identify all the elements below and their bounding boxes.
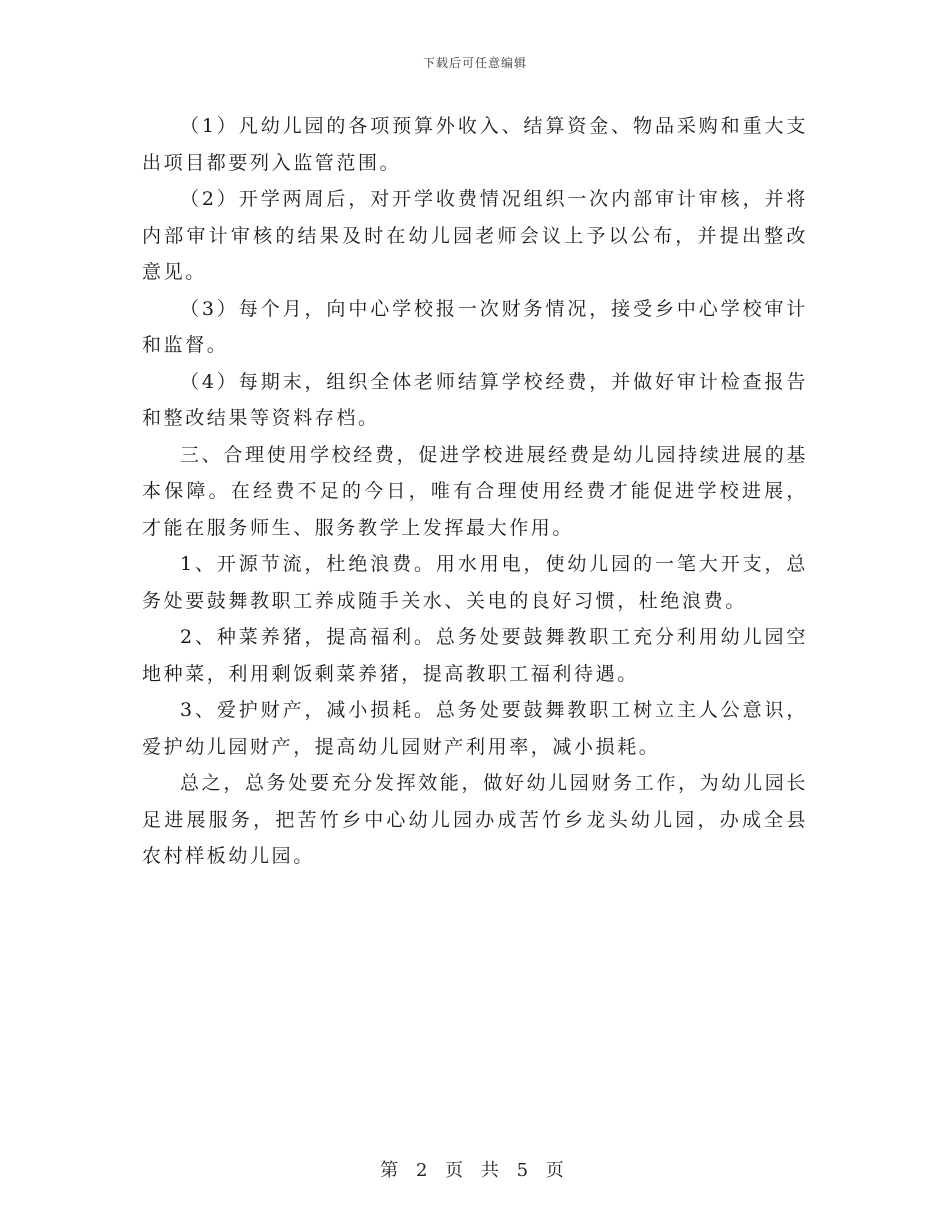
paragraph: 2、种菜养猪，提高福利。总务处要鼓舞教职工充分利用幼儿园空地种菜，利用剩饭剩菜养猪，提高教职工福利待遇。 [142, 626, 808, 685]
paragraph: （3）每个月，向中心学校报一次财务情况，接受乡中心学校审计和监督。 [142, 297, 808, 356]
paragraph: （2）开学两周后，对开学收费情况组织一次内部审计审核，并将内部审计审核的结果及时在幼儿园老师会议上予以公布，并提出整改意见。 [142, 188, 808, 283]
paragraph: （4）每期末，组织全体老师结算学校经费，并做好审计检查报告和整改结果等资料存档。 [142, 370, 808, 429]
header-note: 下载后可任意编辑 [422, 56, 527, 70]
paragraph: 3、爱护财产，减小损耗。总务处要鼓舞教职工树立主人公意识，爱护幼儿园财产，提高幼儿园财产利用率，减小损耗。 [142, 699, 808, 758]
paragraph: （1）凡幼儿园的各项预算外收入、结算资金、物品采购和重大支出项目都要列入监管范围。 [142, 115, 808, 174]
paragraph: 三、合理使用学校经费，促进学校进展经费是幼儿园持续进展的基本保障。在经费不足的今日，唯有合理使用经费才能促进学校进展，才能在服务师生、服务教学上发挥最大作用。 [142, 443, 808, 539]
page-number-footer: 第 2 页 共 5 页 [380, 1160, 570, 1181]
document-body [142, 108, 808, 875]
paragraph: 总之，总务处要充分发挥效能，做好幼儿园财务工作，为幼儿园长足进展服务，把苦竹乡中心幼儿园办成苦竹乡龙头幼儿园，办成全县农村样板幼儿园。 [142, 772, 808, 867]
paragraph: 1、开源节流，杜绝浪费。用水用电，使幼儿园的一笔大开支，总务处要鼓舞教职工养成随手关水、关电的良好习惯，杜绝浪费。 [142, 553, 808, 612]
